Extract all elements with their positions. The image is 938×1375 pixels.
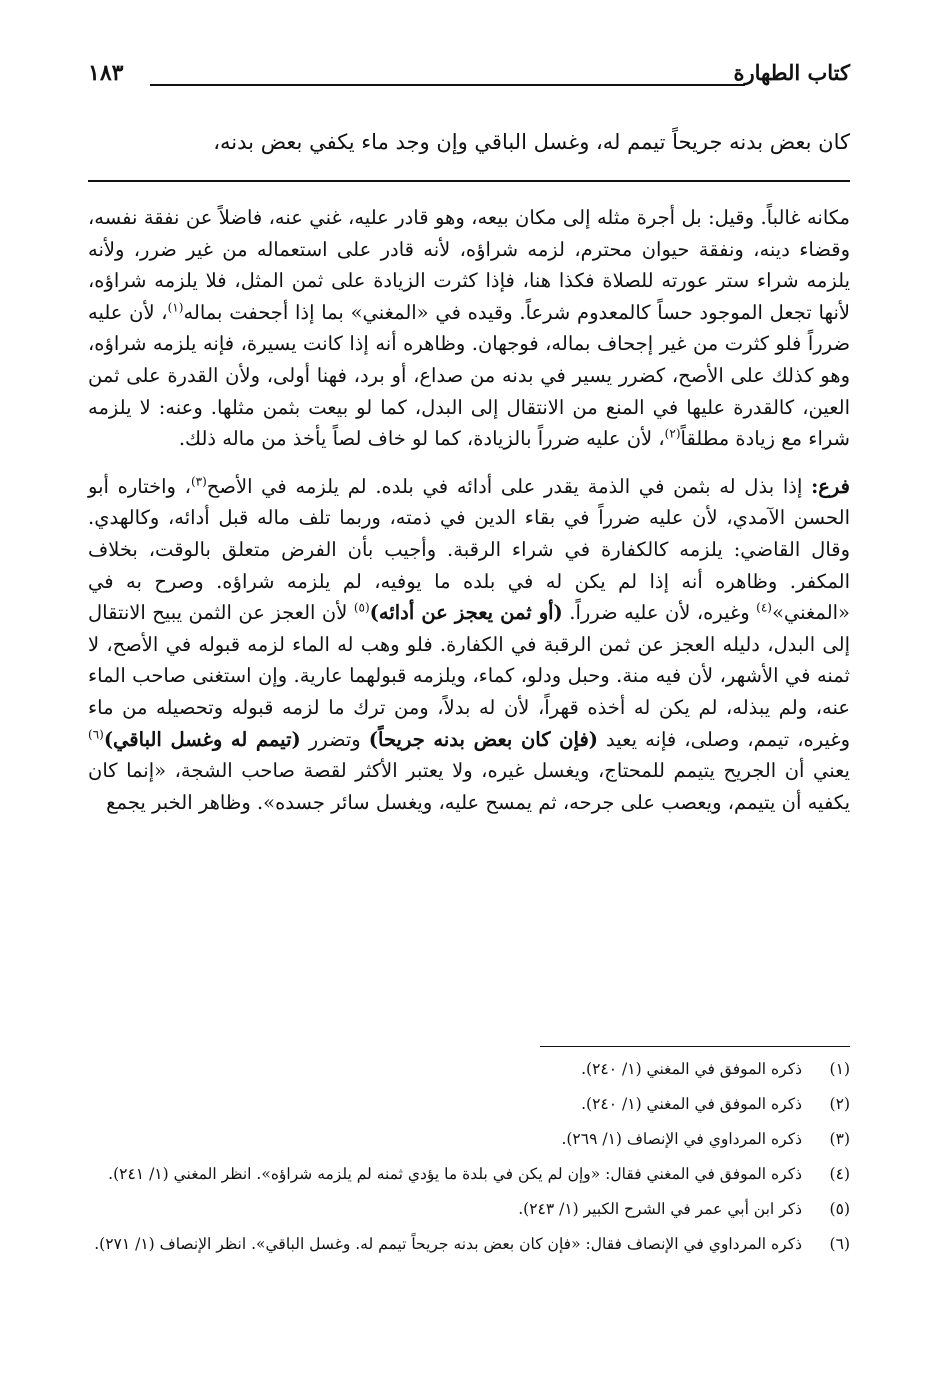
footnote-number: (٤) — [829, 1165, 850, 1183]
footnote — [88, 1126, 850, 1153]
commentary-text — [88, 202, 850, 818]
matn-quote-3: (تيمم له وغسل الباقي) — [103, 727, 301, 751]
matn-text: كان بعض بدنه جريحاً تيمم له، وغسل الباقي وإن وجد ماء يكفي بعض بدنه، — [213, 130, 850, 154]
footnote-number: (٥) — [829, 1200, 850, 1218]
footnote-number: (٣) — [829, 1130, 850, 1148]
footnote-ref-5[interactable]: (٥) — [353, 600, 370, 615]
footnote-text: ذكره الموفق في المغني فقال: «وإن لم يكن في بلدة ما يؤدي ثمنه لم يلزمه شراؤه». انظر المغني (١/ ٢٤١). — [108, 1165, 802, 1183]
footnote-number: (١) — [829, 1060, 850, 1078]
footnote-text: ذكره المرداوي في الإنصاف فقال: «فإن كان بعض بدنه جريحاً تيمم له. وغسل الباقي». انظر الإنصاف (١/ ٢٧١). — [94, 1235, 802, 1253]
paragraph-1: مكانه غالباً. وقيل: بل أجرة مثله إلى مكان بيعه، وهو قادر عليه، غني عنه، فاضلاً عن نفقة نفسه، وقضاء دينه، ونفقة حيوان محترم، لزمه شراؤه، لأنه قادر على استعماله من غير ضرر، ولأنه يلزمه شراء ستر عورته للصلاة فكذا هنا، فإذا كثرت الزيادة على ثمن المثل، فلا يلزمه شراؤه، لأنها تجعل الموجود حساً كالمعدوم شرعاً. وقيده في «المغني» بما إذا أجحفت بماله$^{(١)}$، لأن عليه ضرراً فلو كثرت من غير إجحاف بماله، فوجهان. وظاهره أنه إذا كانت يسيرة، فإنه يلزمه شراؤه، وهو كذلك على الأصح، كضرر يسير في بدنه من صداع، أو برد، فهنا أولى، ولأن القدرة على ثمن العين، كالقدرة عليها في المنع من الانتقال إلى البدل، كما لو بيعت بثمن مثلها. وعنه: لا يلزمه شراء مع زيادة مطلقاً$^{(٢)}$، لأن عليه ضرراً بالزيادة، كما لو خاف لصاً يأخذ من ماله ذلك. — [88, 206, 851, 451]
footnote-text: ذكره الموفق في المغني (١/ ٢٤٠). — [581, 1060, 802, 1078]
footnote-text: ذكره الموفق في المغني (١/ ٢٤٠). — [581, 1095, 802, 1113]
paragraph-2: فرع: إذا بذل له بثمن في الذمة يقدر على أدائه في بلده. لم يلزمه في الأصح$^{(٣)}$، واختاره أبو الحسن الآمدي، لأن عليه ضرراً في بقاء الدين في ذمته، وربما تلف ماله قبل أدائه، وكالهدي. وقال القاضي: يلزمه كالكفارة في شراء الرقبة. وأجيب بأن الفرض متعلق بالوقت، بخلاف المكفر. وظاهره أنه إذا لم يكن له في بلده ما يوفيه، لم يلزمه شراؤه. وصرح به في «المغني»$^{(٤)}$ وغيره، لأن عليه ضرراً. (أو ثمن يعجز عن أدائه)$^{(٥)}$ لأن العجز عن الثمن يبيح الانتقال إلى البدل، دليله العجز عن ثمن الرقبة في الكفارة. فلو وهب له الماء لزمه قبوله في الأصح، لا ثمنه في الأشهر، لأن فيه منة. وحبل ودلو، كماء، ويلزمه قبولهما عارية. وإن استغنى صاحب الماء عنه، ولم يبذله، لم يكن له أخذه قهراً، لأن له بدلاً، ومن ترك ما لزمه قبوله وتحصيله من ماء وغيره، تيمم، وصلى، فإنه يعيد (فإن كان بعض بدنه جريحاً) وتضرر (تيمم له وغسل الباقي)$^{(٦)}$ يعني أن الجريح يتيمم للمحتاج، ويغسل غيره، ولا يعتبر الأكثر لقصة صاحب الشجة، «إنما كان يكفيه أن يتيمم، ويعصب على جرحه، ثم يمسح عليه، ويغسل سائر جسده». وظاهر الخبر يجمع — [88, 474, 850, 814]
footnote-separator — [540, 1046, 850, 1047]
footnote-ref-6[interactable]: (٦) — [88, 727, 104, 741]
footnote — [88, 1196, 850, 1223]
footnote — [88, 1091, 850, 1118]
footnote-ref-4[interactable]: (٤) — [756, 600, 772, 615]
chapter-title: كتاب الطهارة — [733, 60, 850, 85]
footnote — [88, 1056, 850, 1083]
footnote — [88, 1161, 850, 1188]
page-number: ١٨٣ — [88, 60, 124, 86]
running-header — [88, 60, 850, 96]
footnote — [88, 1231, 850, 1258]
footnote-ref-2[interactable]: (٢) — [664, 426, 681, 441]
matn-quote-1: (أو ثمن يعجز عن أدائه) — [369, 601, 563, 625]
footnote-number: (٦) — [829, 1235, 850, 1253]
far-label: فرع: — [811, 474, 850, 498]
footnote-ref-1[interactable]: (١) — [167, 300, 184, 315]
header-rule — [150, 84, 745, 86]
matn-separator — [88, 180, 850, 182]
footnote-number: (٢) — [829, 1095, 850, 1113]
footnotes — [88, 1056, 850, 1266]
footnote-text: ذكر ابن أبي عمر في الشرح الكبير (١/ ٢٤٣). — [518, 1200, 802, 1218]
matn-quote-2: (فإن كان بعض بدنه جريحاً) — [368, 727, 598, 751]
footnote-ref-3[interactable]: (٣) — [190, 474, 207, 489]
footnote-text: ذكره المرداوي في الإنصاف (١/ ٢٦٩). — [561, 1130, 802, 1148]
